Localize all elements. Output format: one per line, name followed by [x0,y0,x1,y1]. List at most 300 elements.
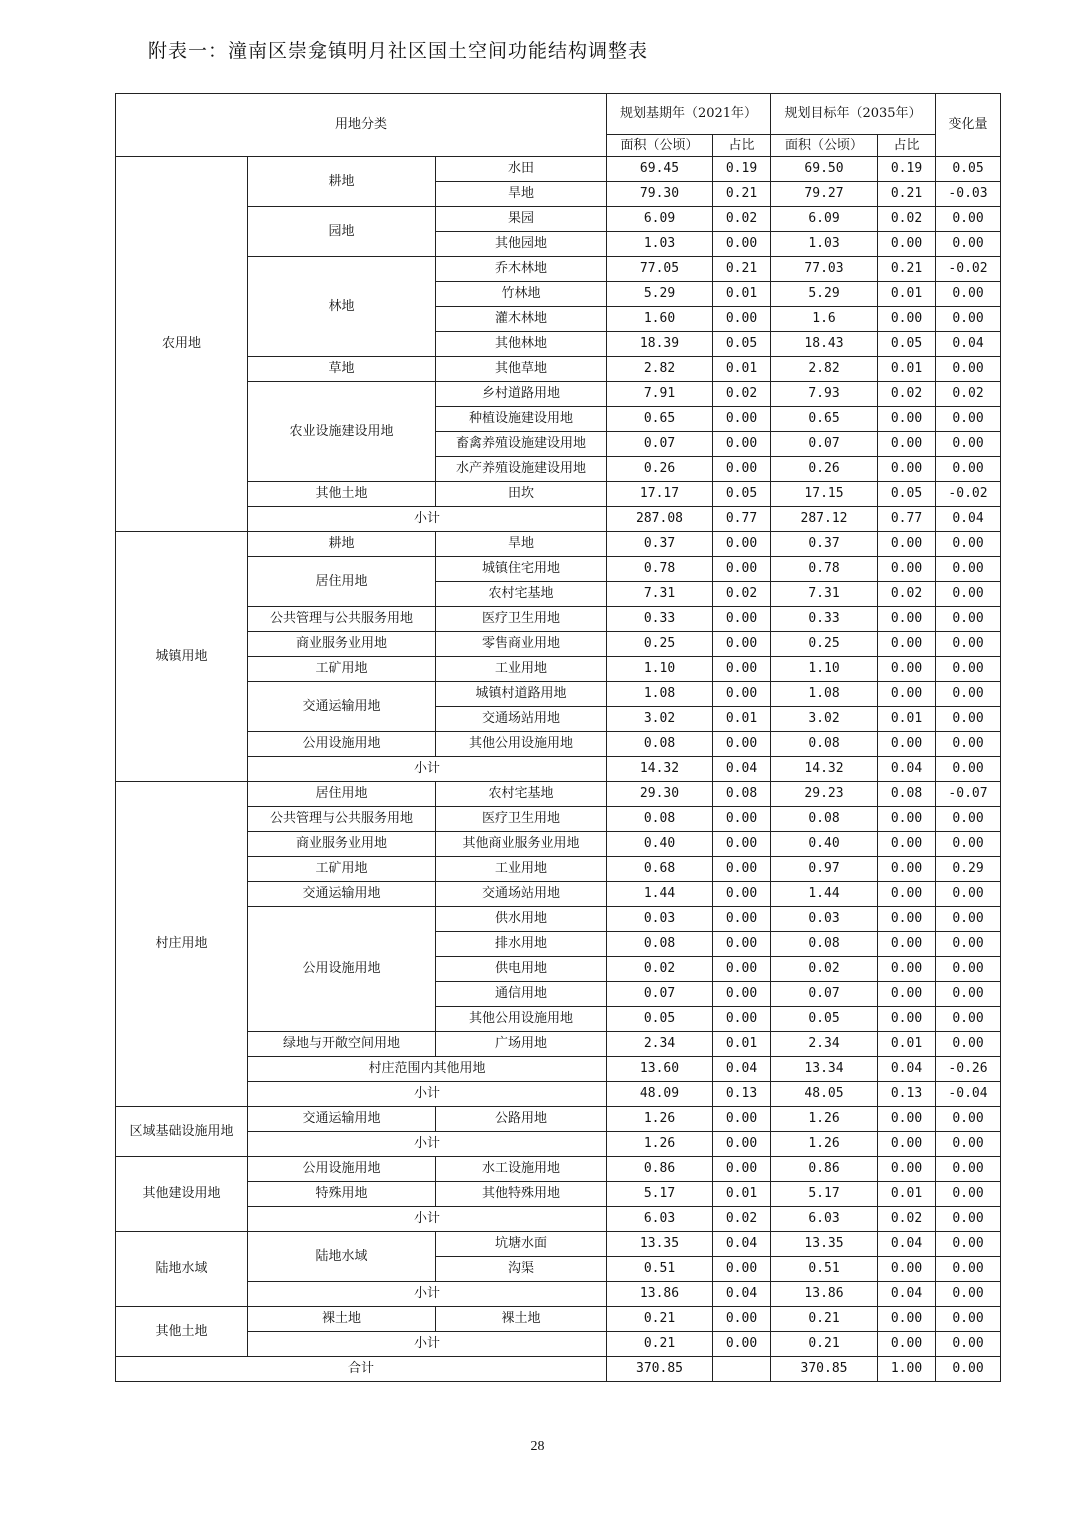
cell-target-area: 0.08 [771,732,878,757]
cell-base-ratio: 0.00 [713,532,771,557]
category-level3: 果园 [436,207,607,232]
cell-target-area: 1.6 [771,307,878,332]
header-target-year: 规划目标年（2035年） [771,94,936,135]
cell-target-ratio: 1.00 [878,1357,936,1382]
cell-base-ratio: 0.00 [713,557,771,582]
cell-change: 0.00 [936,207,1001,232]
cell-change: 0.04 [936,332,1001,357]
cell-change: 0.00 [936,982,1001,1007]
cell-base-area: 0.78 [607,557,713,582]
category-level3: 交通场站用地 [436,882,607,907]
cell-target-ratio: 0.02 [878,382,936,407]
cell-change: -0.02 [936,482,1001,507]
cell-base-area: 1.60 [607,307,713,332]
cell-target-ratio: 0.08 [878,782,936,807]
cell-base-ratio: 0.00 [713,882,771,907]
cell-target-ratio: 0.00 [878,1132,936,1157]
cell-target-area: 1.44 [771,882,878,907]
category-level3: 城镇住宅用地 [436,557,607,582]
cell-target-area: 287.12 [771,507,878,532]
subtotal-label: 小计 [248,1132,607,1157]
cell-target-area: 29.23 [771,782,878,807]
cell-change: 0.00 [936,1182,1001,1207]
cell-base-area: 5.17 [607,1182,713,1207]
cell-change: 0.00 [936,732,1001,757]
cell-change: 0.00 [936,757,1001,782]
table-row [116,557,1001,582]
cell-target-ratio: 0.00 [878,557,936,582]
cell-change: -0.26 [936,1057,1001,1082]
table-header [116,94,1001,157]
cell-change: 0.00 [936,1257,1001,1282]
table-body [116,157,1001,1382]
cell-base-area: 1.03 [607,232,713,257]
cell-target-area: 13.34 [771,1057,878,1082]
category-level3: 坑塘水面 [436,1232,607,1257]
cell-change: 0.00 [936,882,1001,907]
cell-target-area: 0.07 [771,982,878,1007]
category-level2: 公用设施用地 [248,732,436,757]
cell-change: 0.00 [936,1232,1001,1257]
cell-target-ratio: 0.00 [878,957,936,982]
cell-base-ratio: 0.04 [713,1057,771,1082]
cell-target-area: 0.26 [771,457,878,482]
cell-target-area: 69.50 [771,157,878,182]
category-level3: 乔木林地 [436,257,607,282]
table-row [116,607,1001,632]
header-change: 变化量 [936,94,1001,157]
cell-base-ratio: 0.00 [713,807,771,832]
cell-target-ratio: 0.05 [878,332,936,357]
cell-change: 0.00 [936,907,1001,932]
cell-base-area: 0.65 [607,407,713,432]
category-level2: 耕地 [248,157,436,207]
cell-target-ratio: 0.13 [878,1082,936,1107]
cell-base-area: 0.07 [607,432,713,457]
category-level3: 公路用地 [436,1107,607,1132]
category-level3: 田坎 [436,482,607,507]
table-row [116,807,1001,832]
cell-change: 0.00 [936,1157,1001,1182]
category-level2: 裸土地 [248,1307,436,1332]
table-row [116,907,1001,932]
cell-base-area: 13.35 [607,1232,713,1257]
cell-change: 0.00 [936,1007,1001,1032]
cell-target-ratio: 0.01 [878,357,936,382]
table-row [116,1232,1001,1257]
table-row [116,532,1001,557]
cell-target-ratio: 0.00 [878,882,936,907]
table-row [116,1032,1001,1057]
category-level3: 种植设施建设用地 [436,407,607,432]
cell-base-area: 0.51 [607,1257,713,1282]
cell-target-ratio: 0.00 [878,632,936,657]
cell-target-ratio: 0.04 [878,757,936,782]
cell-target-ratio: 0.00 [878,682,936,707]
cell-target-ratio: 0.00 [878,1257,936,1282]
subtotal-label: 小计 [248,1282,607,1307]
subtotal-label: 小计 [248,507,607,532]
cell-target-area: 0.97 [771,857,878,882]
cell-target-ratio: 0.77 [878,507,936,532]
cell-base-ratio: 0.00 [713,907,771,932]
cell-change: 0.00 [936,932,1001,957]
table-row [116,1157,1001,1182]
cell-target-ratio: 0.00 [878,1107,936,1132]
category-level2: 居住用地 [248,782,436,807]
category-level3: 旱地 [436,532,607,557]
cell-target-area: 13.86 [771,1282,878,1307]
category-level2: 商业服务业用地 [248,632,436,657]
cell-change: 0.00 [936,582,1001,607]
category-level2: 草地 [248,357,436,382]
cell-base-area: 69.45 [607,157,713,182]
cell-base-ratio: 0.02 [713,1207,771,1232]
subtotal-row [116,1332,1001,1357]
table-row [116,1107,1001,1132]
cell-target-ratio: 0.00 [878,1332,936,1357]
total-label: 合计 [116,1357,607,1382]
category-level2: 公用设施用地 [248,1157,436,1182]
category-level3: 其他草地 [436,357,607,382]
category-level3: 水产养殖设施建设用地 [436,457,607,482]
category-level2: 公共管理与公共服务用地 [248,807,436,832]
cell-base-ratio: 0.00 [713,307,771,332]
category-level2: 居住用地 [248,557,436,607]
page-number: 28 [530,1439,545,1454]
cell-base-area: 6.09 [607,207,713,232]
cell-change: 0.00 [936,1132,1001,1157]
cell-target-area: 0.65 [771,407,878,432]
category-level3: 零售商业用地 [436,632,607,657]
cell-change: 0.00 [936,1307,1001,1332]
cell-base-area: 48.09 [607,1082,713,1107]
cell-change: 0.29 [936,857,1001,882]
category-level3: 其他林地 [436,332,607,357]
cell-change: 0.00 [936,1107,1001,1132]
cell-base-area: 7.91 [607,382,713,407]
category-level2: 耕地 [248,532,436,557]
category-level3: 工业用地 [436,657,607,682]
cell-base-ratio: 0.04 [713,1282,771,1307]
category-level3: 工业用地 [436,857,607,882]
cell-base-area: 0.08 [607,932,713,957]
cell-change: 0.00 [936,457,1001,482]
cell-target-area: 0.03 [771,907,878,932]
cell-target-ratio: 0.00 [878,607,936,632]
category-level2: 交通运输用地 [248,882,436,907]
cell-base-ratio: 0.00 [713,1257,771,1282]
cell-base-ratio: 0.02 [713,382,771,407]
header-base-ratio: 占比 [713,135,771,157]
cell-target-area: 0.51 [771,1257,878,1282]
table-row [116,1057,1001,1082]
subtotal-label: 小计 [248,1082,607,1107]
cell-base-ratio: 0.08 [713,782,771,807]
cell-target-ratio: 0.02 [878,207,936,232]
subtotal-row [116,1082,1001,1107]
cell-base-ratio [713,1357,771,1382]
cell-target-area: 13.35 [771,1232,878,1257]
cell-target-area: 5.17 [771,1182,878,1207]
cell-target-area: 370.85 [771,1357,878,1382]
table-row [116,382,1001,407]
cell-target-area: 2.82 [771,357,878,382]
category-level3: 畜禽养殖设施建设用地 [436,432,607,457]
cell-target-area: 1.26 [771,1107,878,1132]
table-row [116,482,1001,507]
cell-change: 0.00 [936,657,1001,682]
cell-base-ratio: 0.01 [713,357,771,382]
cell-base-area: 0.02 [607,957,713,982]
cell-base-ratio: 0.05 [713,332,771,357]
category-level3: 供水用地 [436,907,607,932]
category-level3: 其他公用设施用地 [436,1007,607,1032]
cell-change: 0.00 [936,307,1001,332]
category-level2: 农业设施建设用地 [248,382,436,482]
cell-base-ratio: 0.21 [713,182,771,207]
cell-target-ratio: 0.00 [878,532,936,557]
cell-target-area: 1.03 [771,232,878,257]
cell-base-area: 0.08 [607,732,713,757]
category-level2: 园地 [248,207,436,257]
cell-target-area: 0.86 [771,1157,878,1182]
cell-target-area: 48.05 [771,1082,878,1107]
table-row [116,857,1001,882]
table-row [116,157,1001,182]
subtotal-label: 小计 [248,1207,607,1232]
category-level1: 区域基础设施用地 [116,1107,248,1157]
cell-base-area: 6.03 [607,1207,713,1232]
cell-base-area: 1.44 [607,882,713,907]
table-row [116,357,1001,382]
cell-base-area: 0.40 [607,832,713,857]
cell-base-area: 1.10 [607,657,713,682]
table-row [116,257,1001,282]
cell-base-ratio: 0.00 [713,932,771,957]
category-level3: 交通场站用地 [436,707,607,732]
cell-base-area: 7.31 [607,582,713,607]
header-category: 用地分类 [116,94,607,157]
cell-base-area: 77.05 [607,257,713,282]
cell-target-ratio: 0.00 [878,857,936,882]
cell-base-ratio: 0.00 [713,457,771,482]
cell-base-ratio: 0.13 [713,1082,771,1107]
table-row [116,832,1001,857]
cell-target-area: 0.21 [771,1307,878,1332]
cell-target-area: 0.21 [771,1332,878,1357]
cell-target-ratio: 0.00 [878,732,936,757]
cell-base-ratio: 0.02 [713,207,771,232]
cell-change: 0.00 [936,1332,1001,1357]
cell-base-ratio: 0.01 [713,707,771,732]
cell-target-ratio: 0.00 [878,907,936,932]
cell-target-area: 0.33 [771,607,878,632]
cell-base-area: 1.26 [607,1107,713,1132]
cell-base-area: 17.17 [607,482,713,507]
table-row [116,1307,1001,1332]
cell-target-area: 0.25 [771,632,878,657]
cell-change: 0.00 [936,357,1001,382]
category-level2: 陆地水域 [248,1232,436,1282]
cell-base-ratio: 0.00 [713,632,771,657]
cell-target-ratio: 0.00 [878,432,936,457]
cell-target-area: 7.31 [771,582,878,607]
cell-base-area: 0.03 [607,907,713,932]
cell-base-ratio: 0.21 [713,257,771,282]
cell-base-ratio: 0.01 [713,1032,771,1057]
cell-base-area: 5.29 [607,282,713,307]
subtotal-row [116,507,1001,532]
cell-base-ratio: 0.00 [713,1332,771,1357]
cell-target-area: 14.32 [771,757,878,782]
cell-base-ratio: 0.00 [713,607,771,632]
cell-base-area: 0.68 [607,857,713,882]
cell-base-ratio: 0.00 [713,1157,771,1182]
cell-change: -0.07 [936,782,1001,807]
cell-change: 0.00 [936,1032,1001,1057]
table-row [116,882,1001,907]
category-level1: 农用地 [116,157,248,532]
category-level3: 医疗卫生用地 [436,807,607,832]
category-level2: 公用设施用地 [248,907,436,1032]
category-level3: 灌木林地 [436,307,607,332]
cell-base-area: 370.85 [607,1357,713,1382]
cell-target-ratio: 0.01 [878,707,936,732]
cell-target-area: 2.34 [771,1032,878,1057]
cell-change: 0.00 [936,532,1001,557]
cell-base-area: 2.34 [607,1032,713,1057]
cell-base-ratio: 0.00 [713,732,771,757]
cell-base-area: 2.82 [607,357,713,382]
category-level3: 排水用地 [436,932,607,957]
cell-target-area: 17.15 [771,482,878,507]
cell-base-ratio: 0.00 [713,857,771,882]
category-level3: 裸土地 [436,1307,607,1332]
category-level1: 其他土地 [116,1307,248,1357]
cell-target-area: 0.08 [771,932,878,957]
cell-base-ratio: 0.05 [713,482,771,507]
category-level2: 特殊用地 [248,1182,436,1207]
cell-change: 0.02 [936,382,1001,407]
category-level1: 陆地水域 [116,1232,248,1307]
cell-base-area: 13.86 [607,1282,713,1307]
cell-target-area: 3.02 [771,707,878,732]
cell-target-area: 0.78 [771,557,878,582]
cell-target-ratio: 0.00 [878,1157,936,1182]
cell-target-area: 6.03 [771,1207,878,1232]
cell-change: 0.00 [936,1207,1001,1232]
category-level3: 乡村道路用地 [436,382,607,407]
cell-change: 0.00 [936,707,1001,732]
cell-base-ratio: 0.00 [713,982,771,1007]
category-level3: 其他园地 [436,232,607,257]
cell-base-ratio: 0.00 [713,682,771,707]
header-base-area: 面积（公顷） [607,135,713,157]
cell-target-area: 0.05 [771,1007,878,1032]
cell-base-area: 29.30 [607,782,713,807]
cell-target-area: 0.07 [771,432,878,457]
cell-change: 0.00 [936,232,1001,257]
cell-base-ratio: 0.00 [713,432,771,457]
cell-target-area: 1.10 [771,657,878,682]
cell-change: 0.00 [936,407,1001,432]
category-level3: 其他特殊用地 [436,1182,607,1207]
table-row [116,782,1001,807]
cell-base-area: 0.37 [607,532,713,557]
cell-base-ratio: 0.04 [713,1232,771,1257]
cell-base-ratio: 0.01 [713,1182,771,1207]
category-level3: 农村宅基地 [436,782,607,807]
cell-target-ratio: 0.00 [878,832,936,857]
cell-target-area: 77.03 [771,257,878,282]
cell-target-area: 0.02 [771,957,878,982]
category-level2: 商业服务业用地 [248,832,436,857]
cell-change: 0.00 [936,432,1001,457]
cell-base-ratio: 0.19 [713,157,771,182]
cell-base-ratio: 0.00 [713,1132,771,1157]
cell-target-ratio: 0.01 [878,282,936,307]
category-level2: 交通运输用地 [248,1107,436,1132]
category-level1: 城镇用地 [116,532,248,782]
cell-target-area: 1.08 [771,682,878,707]
cell-target-ratio: 0.00 [878,232,936,257]
header-target-ratio: 占比 [878,135,936,157]
land-use-table [115,93,1001,1382]
cell-base-area: 0.08 [607,807,713,832]
cell-target-area: 0.40 [771,832,878,857]
category-level3: 城镇村道路用地 [436,682,607,707]
header-base-year: 规划基期年（2021年） [607,94,771,135]
cell-base-area: 0.26 [607,457,713,482]
cell-target-ratio: 0.00 [878,457,936,482]
subtotal-label: 小计 [248,757,607,782]
cell-change: 0.00 [936,832,1001,857]
category-level1: 其他建设用地 [116,1157,248,1232]
category-level3: 其他商业服务业用地 [436,832,607,857]
cell-target-ratio: 0.00 [878,982,936,1007]
cell-change: 0.00 [936,632,1001,657]
cell-target-area: 6.09 [771,207,878,232]
cell-target-area: 1.26 [771,1132,878,1157]
cell-change: 0.00 [936,957,1001,982]
category-level3: 水田 [436,157,607,182]
cell-base-ratio: 0.77 [713,507,771,532]
cell-target-ratio: 0.00 [878,1307,936,1332]
cell-target-ratio: 0.01 [878,1032,936,1057]
cell-change: 0.00 [936,807,1001,832]
cell-base-area: 0.33 [607,607,713,632]
cell-change: 0.00 [936,282,1001,307]
cell-target-ratio: 0.00 [878,657,936,682]
cell-base-ratio: 0.00 [713,1007,771,1032]
cell-base-area: 287.08 [607,507,713,532]
cell-base-area: 0.25 [607,632,713,657]
cell-change: 0.00 [936,682,1001,707]
cell-target-ratio: 0.04 [878,1282,936,1307]
cell-base-ratio: 0.00 [713,407,771,432]
cell-target-ratio: 0.00 [878,407,936,432]
category-level3: 供电用地 [436,957,607,982]
category-level3: 广场用地 [436,1032,607,1057]
cell-change: 0.00 [936,1357,1001,1382]
category-level3: 其他公用设施用地 [436,732,607,757]
subtotal-row [116,757,1001,782]
category-level3: 旱地 [436,182,607,207]
cell-base-ratio: 0.00 [713,957,771,982]
cell-base-ratio: 0.00 [713,232,771,257]
category-level3: 通信用地 [436,982,607,1007]
